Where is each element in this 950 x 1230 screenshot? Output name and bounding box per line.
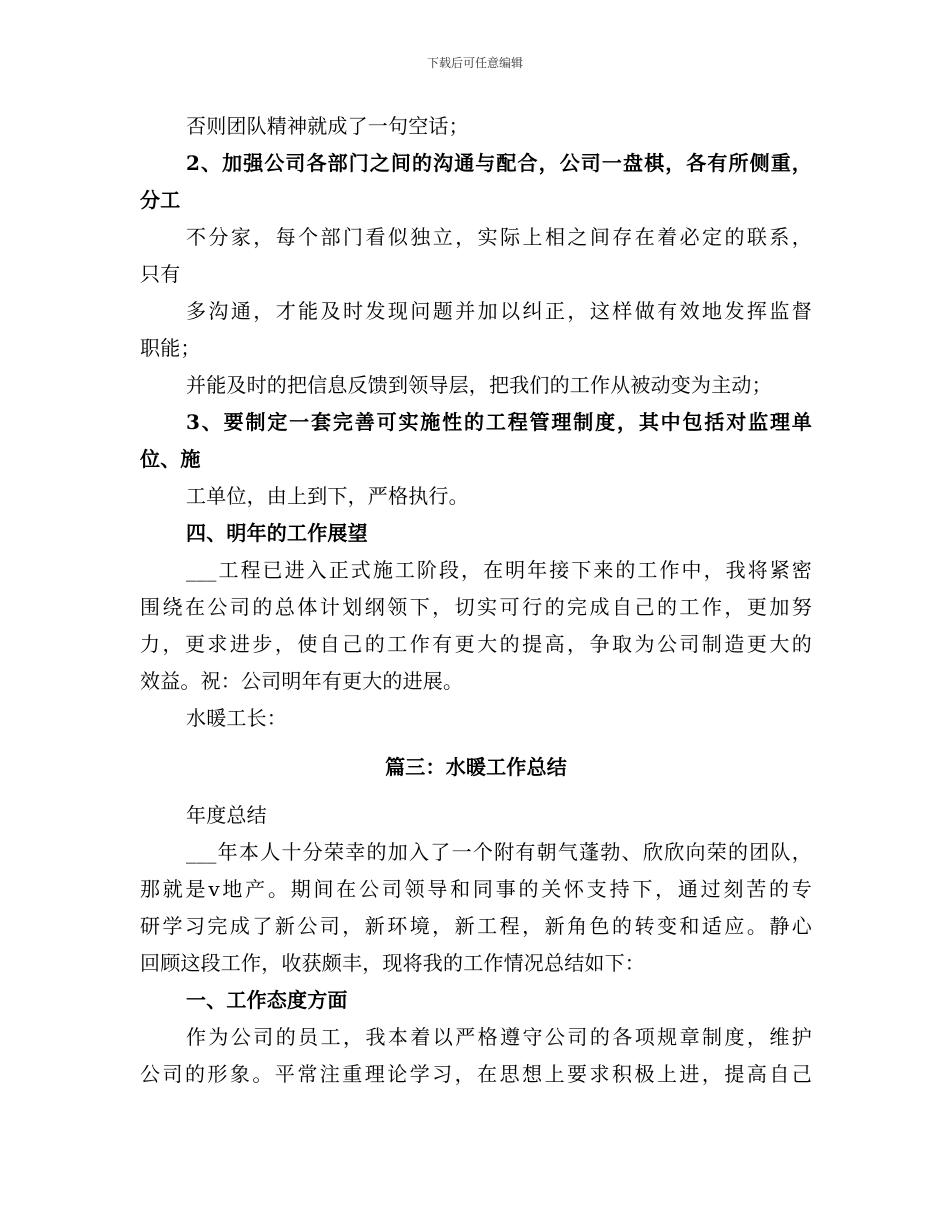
paragraph-line: 公司的形象。平常注重理论学习，在思想上要求积极上进，提高自己 [140,1062,812,1086]
section-heading: 四、明年的工作展望 [186,521,368,545]
paragraph-line: 并能及时的把信息反馈到领导层，把我们的工作从被动变为主动； [186,373,772,397]
heading-line: 分工 [140,188,181,212]
paragraph-line: 多沟通，才能及时发现问题并加以纠正，这样做有效地发挥监督 [186,299,812,323]
paragraph-line: ___年本人十分荣幸的加入了一个附有朝气蓬勃、欣欣向荣的团队， [186,840,812,864]
paragraph-line: ___工程已进入正式施工阶段，在明年接下来的工作中，我将紧密 [186,558,812,582]
paragraph-line: 否则团队精神就成了一句空话； [186,114,469,138]
paragraph-line: 只有 [140,262,181,286]
paragraph-line: 效益。祝：公司明年有更大的进展。 [140,669,464,693]
signature-line: 水暖工长： [186,706,287,730]
paragraph-line: 回顾这段工作，收获颇丰，现将我的工作情况总结如下： [140,951,645,975]
chapter-title: 篇三：水暖工作总结 [385,755,567,779]
paragraph-line: 职能； [140,336,201,360]
paragraph-line: 工单位，由上到下，严格执行。 [186,484,469,508]
paragraph-line: 作为公司的员工，我本着以严格遵守公司的各项规章制度，维护 [186,1025,812,1049]
heading-line: 位、施 [140,447,201,471]
paragraph-line: 那就是v地产。期间在公司领导和同事的关怀支持下，通过刻苦的专 [140,877,812,901]
paragraph-line: 不分家，每个部门看似独立，实际上相之间存在着必定的联系， [186,225,812,249]
paragraph-line: 围绕在公司的总体计划纲领下，切实可行的完成自己的工作，更加努 [140,595,812,619]
paragraph-line: 研学习完成了新公司，新环境，新工程，新角色的转变和适应。静心 [140,914,812,938]
heading-line: 2、加强公司各部门之间的沟通与配合，公司一盘棋，各有所侧重， [186,151,812,175]
paragraph-line: 力，更求进步，使自己的工作有更大的提高，争取为公司制造更大的 [140,632,812,656]
subtitle-line: 年度总结 [186,803,267,827]
section-heading: 一、工作态度方面 [186,988,348,1012]
document-body [140,108,812,1093]
header-note: 下载后可任意编辑 [426,56,523,70]
heading-line: 3、要制定一套完善可实施性的工程管理制度，其中包括对监理单 [186,410,812,434]
